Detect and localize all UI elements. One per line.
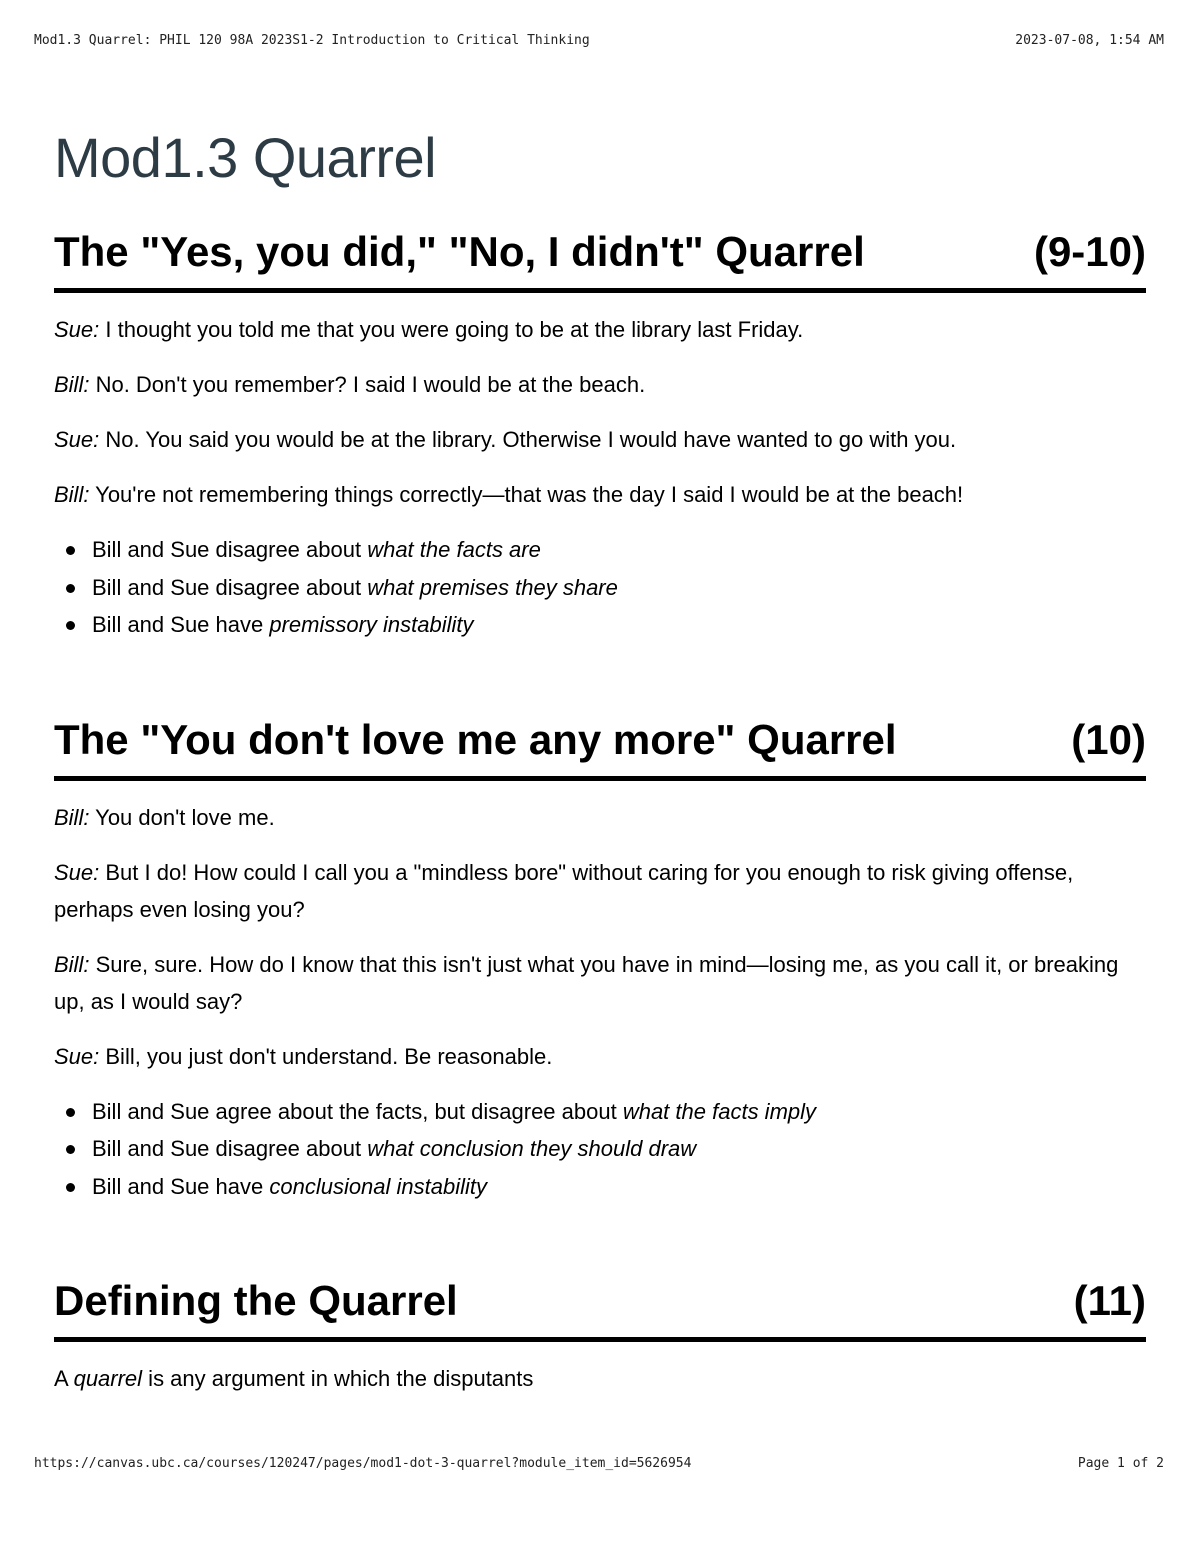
list-item — [92, 606, 1146, 644]
section-heading-text: The "You don't love me any more" Quarrel — [54, 715, 897, 763]
list-item-text: Bill and Sue agree about the facts, but disagree about — [92, 1098, 623, 1124]
dialogue-line — [54, 366, 1146, 403]
dialogue-line — [54, 421, 1146, 458]
definition-term: quarrel — [73, 1366, 143, 1391]
dialogue-line — [54, 854, 1146, 928]
section-heading-text: The "Yes, you did," "No, I didn't" Quarrel — [54, 228, 865, 275]
list-item — [92, 569, 1146, 607]
speaker-label: Sue: — [54, 427, 100, 452]
list-item-emphasis: conclusional instability — [269, 1173, 488, 1199]
list-item-text: Bill and Sue disagree about — [92, 574, 368, 600]
list-item-text: Bill and Sue have — [92, 1173, 270, 1199]
definition-paragraph — [54, 1360, 1146, 1397]
dialogue-text: No. Don't you remember? I said I would be at the beach. — [89, 372, 646, 397]
list-item — [92, 1130, 1146, 1168]
dialogue-text: No. You said you would be at the library. Otherwise I would have wanted to go with you. — [99, 427, 957, 452]
section-you-dont-love-me — [54, 714, 1146, 1206]
list-item-emphasis: premissory instability — [269, 612, 474, 637]
list-item-emphasis: what the facts imply — [622, 1098, 817, 1124]
print-header — [34, 33, 1164, 48]
page-title: Mod1.3 Quarrel — [54, 126, 437, 189]
print-footer — [34, 1456, 1164, 1471]
dialogue-line — [54, 311, 1146, 348]
list-item — [92, 1168, 1146, 1206]
page-content — [54, 120, 1146, 1397]
print-footer-url: https://canvas.ubc.ca/courses/120247/pages/mod1-dot-3-quarrel?module_item_id=5626954 — [34, 1456, 692, 1471]
section-heading — [54, 226, 1146, 293]
print-header-datetime: 2023-07-08, 1:54 AM — [1015, 33, 1164, 48]
definition-text: is any argument in which the disputants — [142, 1366, 534, 1391]
speaker-label: Bill: — [54, 372, 90, 397]
dialogue-line — [54, 799, 1146, 836]
section-heading — [54, 1275, 1146, 1342]
section-heading — [54, 714, 1146, 781]
list-item-text: Bill and Sue disagree about — [92, 537, 368, 562]
speaker-label: Sue: — [54, 1043, 100, 1069]
dialogue-line — [54, 476, 1146, 513]
dialogue-text: You don't love me. — [89, 804, 275, 830]
dialogue-line — [54, 946, 1146, 1020]
section-page-ref: (9-10) — [1033, 228, 1146, 275]
dialogue-text: You're not remembering things correctly—that was the day I said I would be at the beach! — [89, 482, 964, 507]
bullet-list — [54, 1093, 1146, 1206]
print-footer-page-number: Page 1 of 2 — [1077, 1456, 1164, 1471]
speaker-label: Sue: — [54, 317, 100, 342]
section-defining-the-quarrel — [54, 1275, 1146, 1397]
list-item-emphasis: what premises they share — [367, 574, 618, 600]
speaker-label: Sue: — [54, 859, 100, 885]
list-item-emphasis: what conclusion they should draw — [367, 1136, 697, 1161]
speaker-label: Bill: — [54, 804, 90, 830]
section-page-ref: (11) — [1073, 1277, 1146, 1324]
dialogue-line — [54, 1038, 1146, 1075]
dialogue-text: But I do! How could I call you a "mindless bore" without caring for you enough to risk giving offense, perhaps even losing you? — [54, 859, 1074, 922]
dialogue-text: I thought you told me that you were going to be at the library last Friday. — [99, 317, 804, 342]
section-heading-text: Defining the Quarrel — [54, 1277, 458, 1324]
print-header-title: Mod1.3 Quarrel: PHIL 120 98A 2023S1-2 Introduction to Critical Thinking — [34, 33, 590, 48]
list-item — [92, 531, 1146, 569]
speaker-label: Bill: — [54, 951, 90, 977]
dialogue-text: Bill, you just don't understand. Be reasonable. — [99, 1043, 553, 1069]
bullet-list — [54, 531, 1146, 644]
dialogue-text: Sure, sure. How do I know that this isn't just what you have in mind—losing me, as you call it, or breaking up, as I would say? — [54, 951, 1119, 1014]
section-yes-you-did — [54, 226, 1146, 644]
section-page-ref: (10) — [1071, 715, 1146, 763]
speaker-label: Bill: — [54, 482, 90, 507]
list-item-text: Bill and Sue have — [92, 612, 270, 637]
list-item-emphasis: what the facts are — [367, 537, 541, 562]
list-item-text: Bill and Sue disagree about — [92, 1136, 368, 1161]
list-item — [92, 1093, 1146, 1131]
definition-text: A — [54, 1366, 74, 1391]
